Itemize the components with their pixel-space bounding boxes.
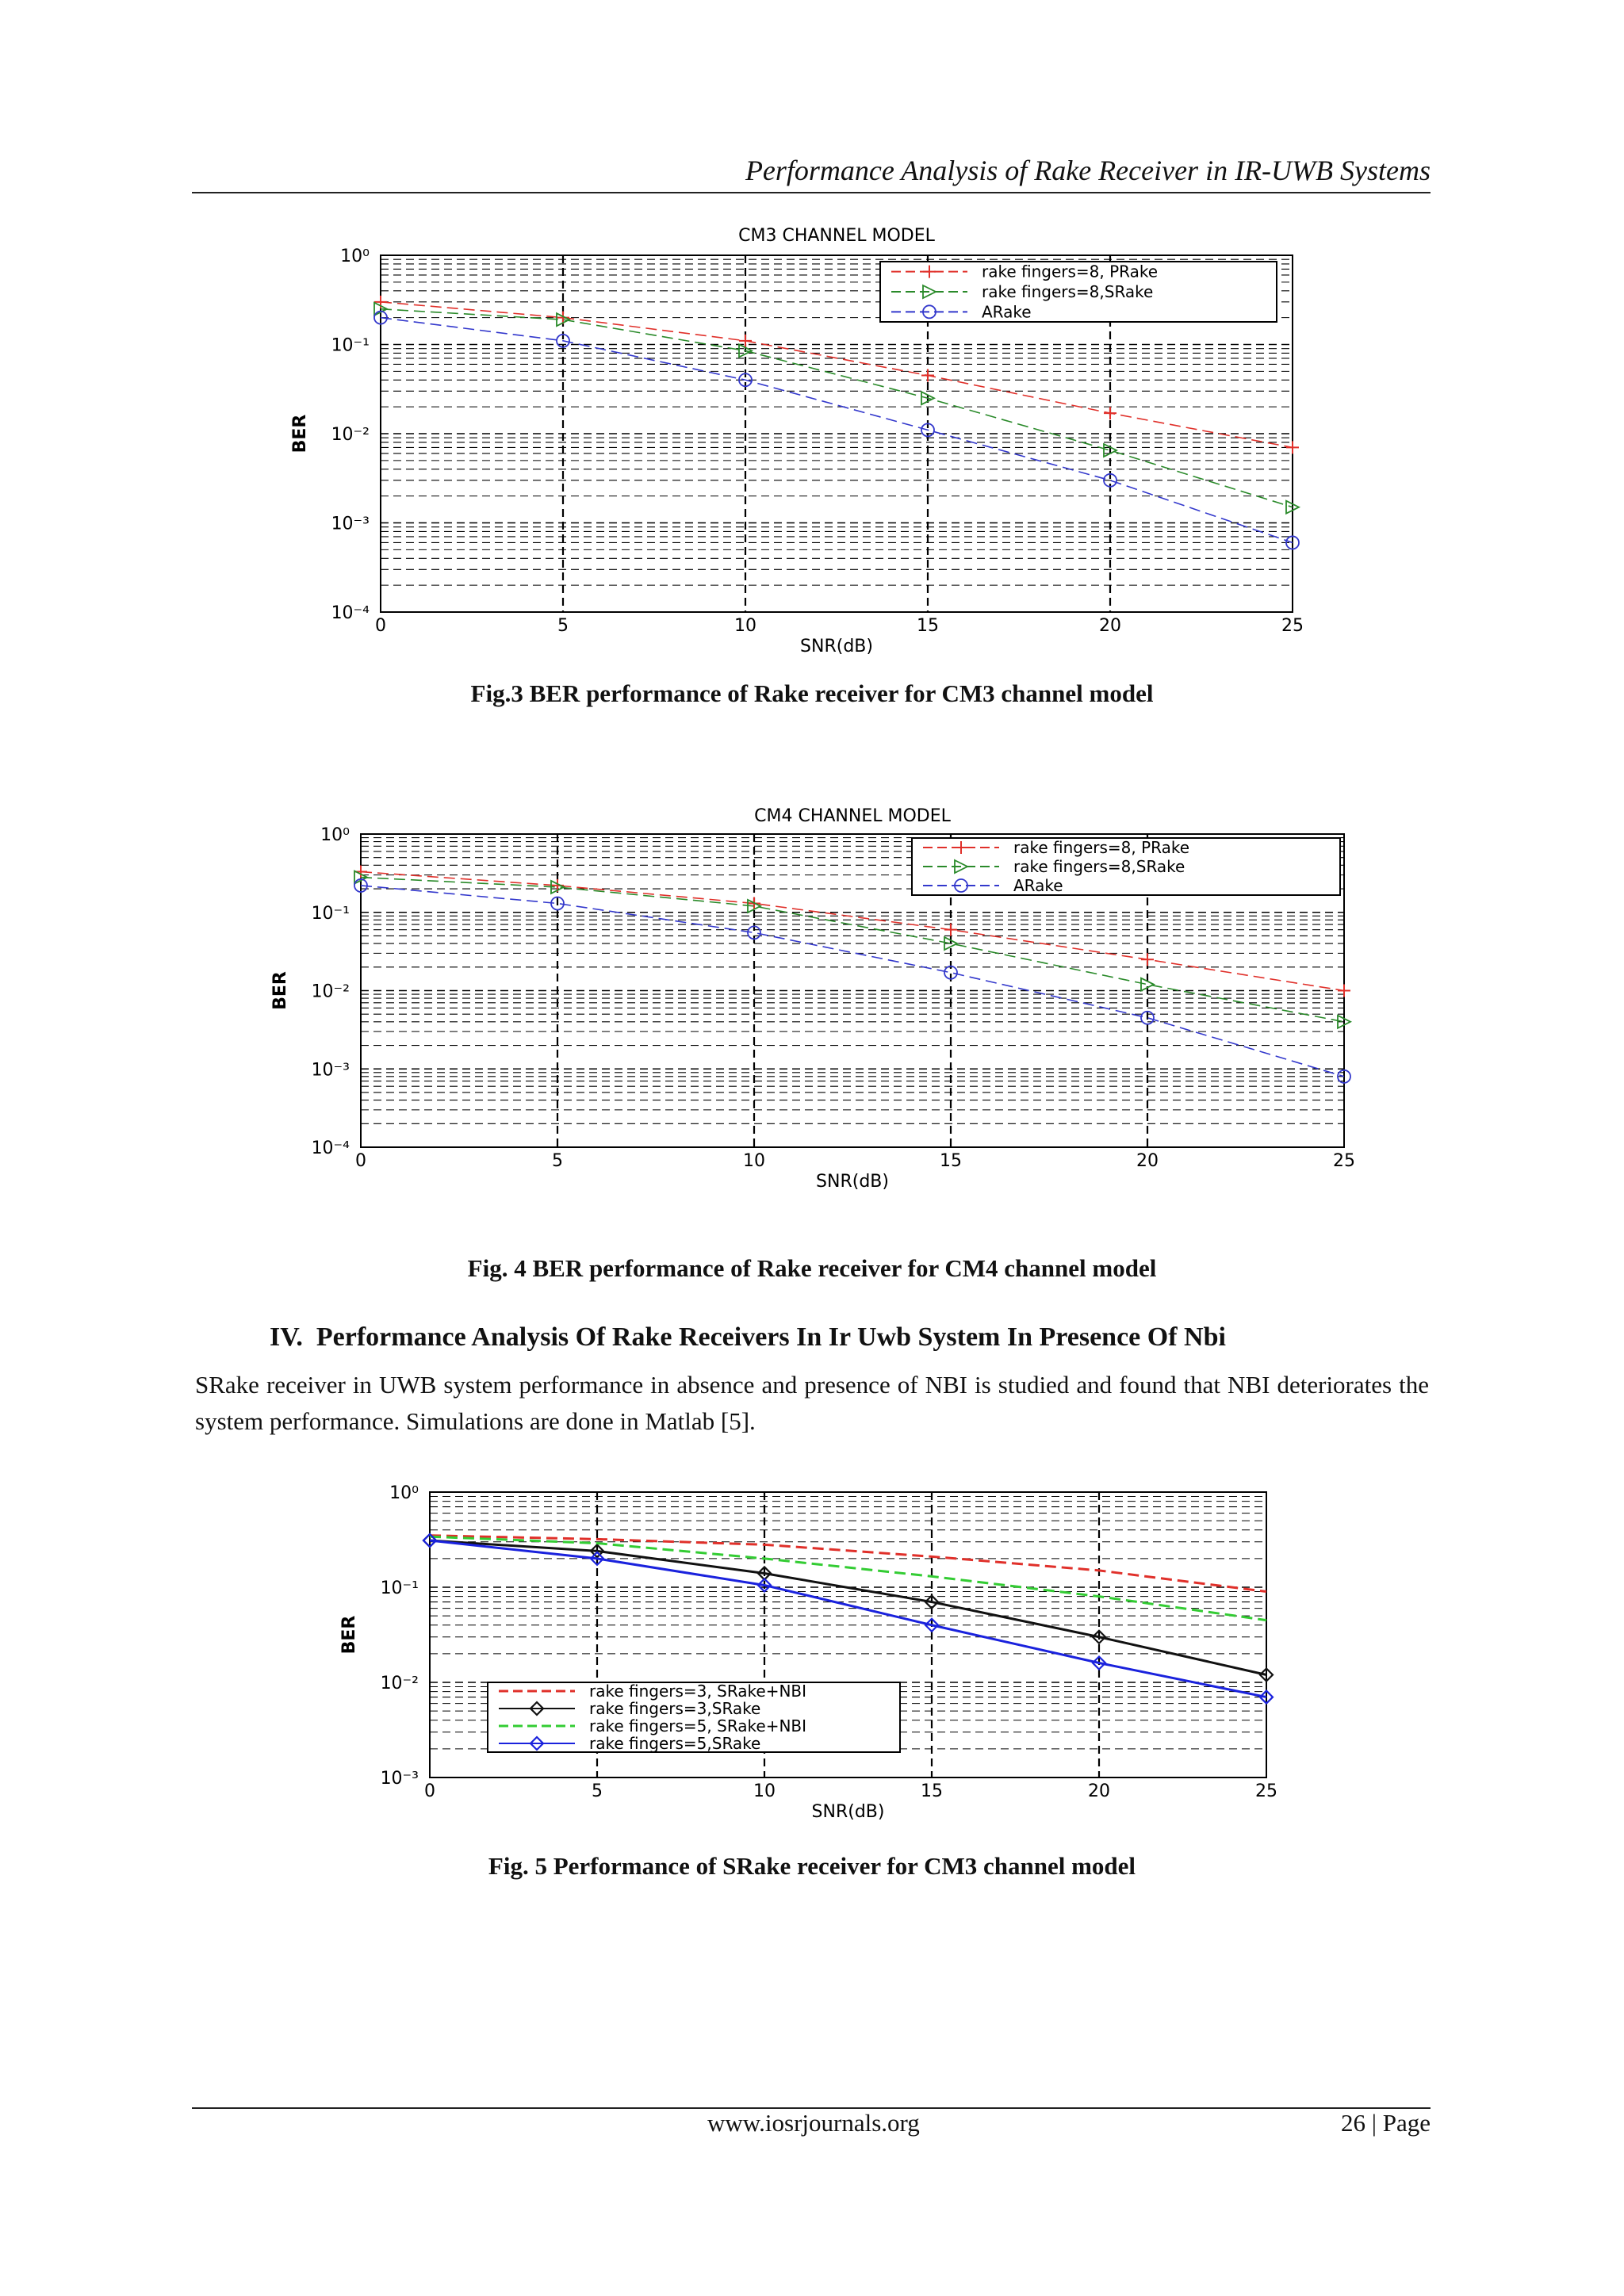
legend-label: ARake — [1013, 876, 1063, 895]
y-axis-label: BER — [339, 1615, 359, 1655]
x-tick-label: 15 — [940, 1151, 962, 1171]
x-tick-label: 5 — [557, 616, 569, 636]
legend-label: rake fingers=8, PRake — [1013, 838, 1190, 857]
x-tick-label: 20 — [1136, 1151, 1159, 1171]
x-tick-label: 0 — [375, 616, 386, 636]
figure-5-caption: Fig. 5 Performance of SRake receiver for CM3 channel model — [488, 1852, 1136, 1880]
y-tick-label: 10⁻⁴ — [331, 603, 370, 623]
x-tick-label: 25 — [1255, 1781, 1277, 1801]
x-tick-label: 5 — [552, 1151, 563, 1171]
x-tick-label: 10 — [753, 1781, 776, 1801]
legend — [912, 838, 1340, 895]
y-tick-label: 10⁻³ — [311, 1060, 350, 1081]
legend — [880, 262, 1277, 322]
x-tick-label: 15 — [921, 1781, 943, 1801]
x-tick-label: 20 — [1099, 616, 1121, 636]
x-tick-label: 15 — [917, 616, 939, 636]
y-tick-label: 10⁻⁴ — [311, 1138, 350, 1158]
x-axis-label: SNR(dB) — [811, 1802, 885, 1822]
legend-label: rake fingers=8,SRake — [1013, 857, 1185, 876]
legend-label: ARake — [982, 302, 1032, 322]
y-tick-label: 10⁻¹ — [331, 335, 370, 356]
legend — [488, 1682, 900, 1753]
section-title: Performance Analysis Of Rake Receivers In Ir Uwb System In Presence Of Nbi — [316, 1322, 1226, 1352]
x-tick-label: 0 — [355, 1151, 366, 1171]
running-title: Performance Analysis of Rake Receiver in IR-UWB Systems — [745, 155, 1431, 186]
y-tick-label: 10⁻¹ — [311, 903, 350, 924]
figure-3-caption: Fig.3 BER performance of Rake receiver for CM3 channel model — [470, 679, 1154, 707]
x-tick-label: 10 — [734, 616, 756, 636]
legend-label: rake fingers=8,SRake — [982, 282, 1154, 301]
y-axis-label: BER — [290, 414, 310, 453]
y-tick-label: 10⁻³ — [331, 514, 370, 534]
section-paragraph: SRake receiver in UWB system performance in absence and presence of NBI is studied and found that NBI deteriorates the system performance. Simulations are done in Matlab [5]. — [195, 1371, 1429, 1435]
chart-title: CM3 CHANNEL MODEL — [738, 226, 935, 246]
header-rule — [192, 192, 1431, 193]
figure-3-chart — [278, 224, 1308, 656]
x-tick-label: 20 — [1088, 1781, 1110, 1801]
x-tick-label: 0 — [424, 1781, 435, 1801]
x-axis-label: SNR(dB) — [816, 1172, 889, 1192]
x-axis-label: SNR(dB) — [800, 637, 873, 656]
chart-title: CM4 CHANNEL MODEL — [754, 806, 951, 826]
y-axis-label: BER — [270, 971, 290, 1010]
y-tick-label: 10⁰ — [320, 825, 350, 845]
legend-label: rake fingers=3, SRake+NBI — [589, 1682, 807, 1701]
x-tick-label: 25 — [1281, 616, 1304, 636]
legend-label: rake fingers=5, SRake+NBI — [589, 1716, 807, 1735]
y-tick-label: 10⁻¹ — [380, 1578, 419, 1598]
legend-label: rake fingers=5,SRake — [589, 1734, 761, 1753]
legend-label: rake fingers=8, PRake — [982, 262, 1159, 281]
figure-4-chart — [254, 806, 1364, 1192]
figure-4-caption: Fig. 4 BER performance of Rake receiver for CM4 channel model — [467, 1254, 1157, 1282]
section-heading — [270, 1322, 1226, 1353]
y-tick-label: 10⁻³ — [380, 1769, 419, 1789]
x-tick-label: 25 — [1333, 1151, 1355, 1171]
figure-5-chart — [333, 1476, 1285, 1825]
y-tick-label: 10⁻² — [380, 1674, 419, 1693]
footer-page-number: 26 | Page — [1341, 2109, 1431, 2137]
section-number: IV. — [270, 1322, 303, 1352]
x-tick-label: 10 — [743, 1151, 765, 1171]
legend-label: rake fingers=3,SRake — [589, 1699, 761, 1718]
y-tick-label: 10⁻² — [311, 982, 350, 1002]
y-tick-label: 10⁰ — [340, 247, 370, 266]
x-tick-label: 5 — [592, 1781, 603, 1801]
y-tick-label: 10⁰ — [389, 1483, 419, 1503]
y-tick-label: 10⁻² — [331, 425, 370, 445]
footer-website: www.iosrjournals.org — [707, 2109, 920, 2137]
